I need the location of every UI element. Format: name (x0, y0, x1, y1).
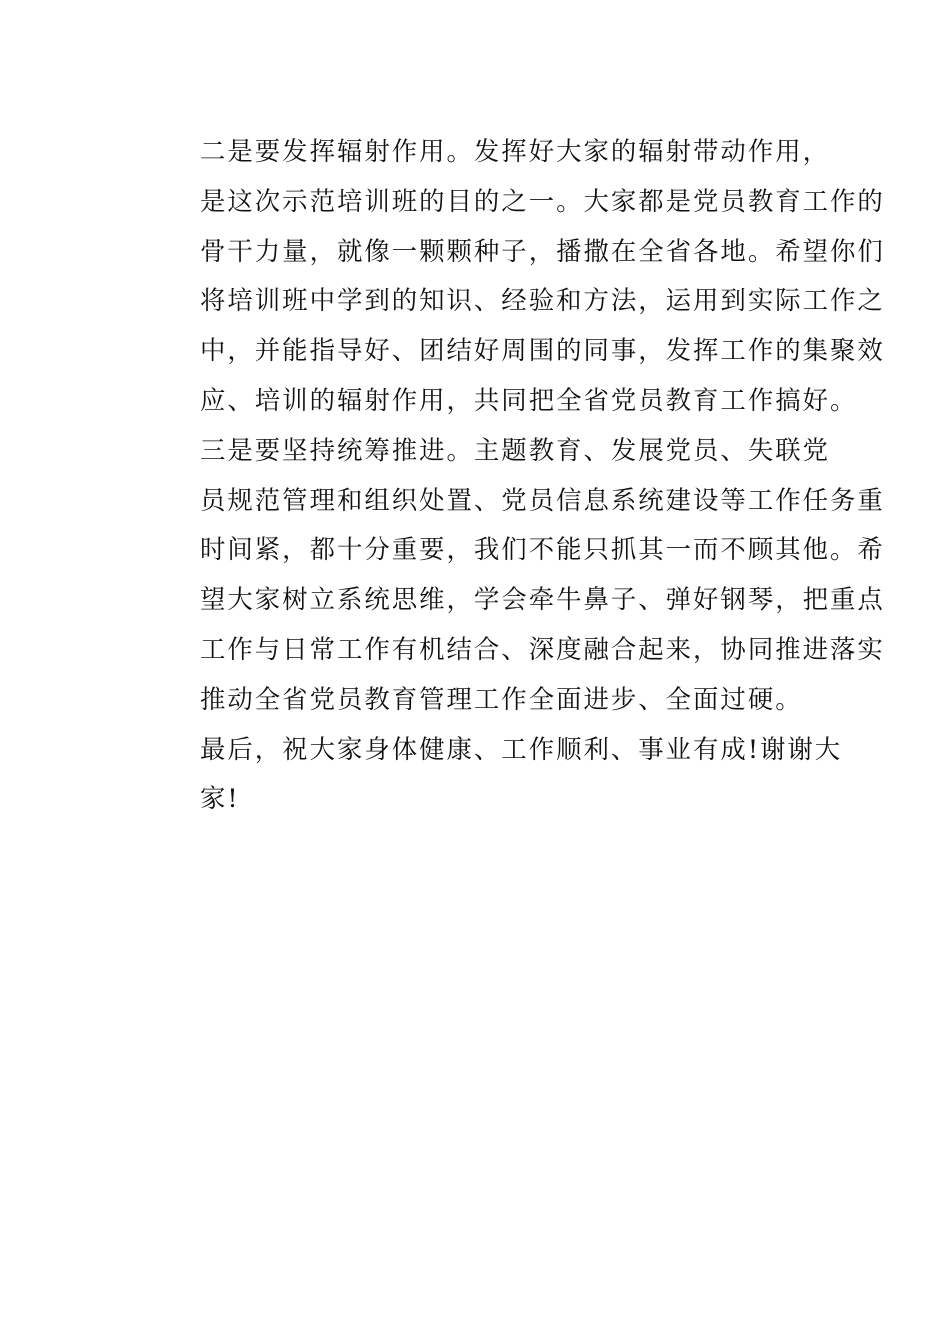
text-line: 推动全省党员教育管理工作全面进步、全面过硬。 (200, 683, 803, 714)
text-line: 是这次示范培训班的目的之一。大家都是党员教育工作的 (200, 185, 885, 216)
text-line: 二是要发挥辐射作用。发挥好大家的辐射带动作用， (200, 136, 830, 166)
text-line: 将培训班中学到的知识、经验和方法，运用到实际工作之 (200, 285, 885, 316)
paragraph-radiating-role (145, 127, 885, 426)
text-line: 骨干力量，就像一颗颗种子，播撒在全省各地。希望你们 (200, 235, 885, 266)
text-line: 员规范管理和组织处置、党员信息系统建设等工作任务重 (200, 484, 885, 515)
text-line: 时间紧，都十分重要，我们不能只抓其一而不顾其他。希 (200, 534, 885, 565)
paragraph-coordinated-advance (145, 426, 885, 725)
text-line: 最后，祝大家身体健康、工作顺利、事业有成!谢谢大 (200, 733, 843, 764)
document-body (145, 127, 885, 824)
paragraph-closing-wishes (145, 725, 843, 825)
text-line: 三是要坚持统筹推进。主题教育、发展党员、失联党 (200, 434, 830, 465)
text-line: 应、培训的辐射作用，共同把全省党员教育工作搞好。 (200, 384, 858, 415)
text-line: 望大家树立系统思维，学会牵牛鼻子、弹好钢琴，把重点 (200, 584, 885, 615)
text-line: 中，并能指导好、团结好周围的同事，发挥工作的集聚效 (200, 335, 885, 366)
text-line: 家! (200, 783, 240, 814)
text-line: 工作与日常工作有机结合、深度融合起来，协同推进落实 (200, 633, 885, 664)
